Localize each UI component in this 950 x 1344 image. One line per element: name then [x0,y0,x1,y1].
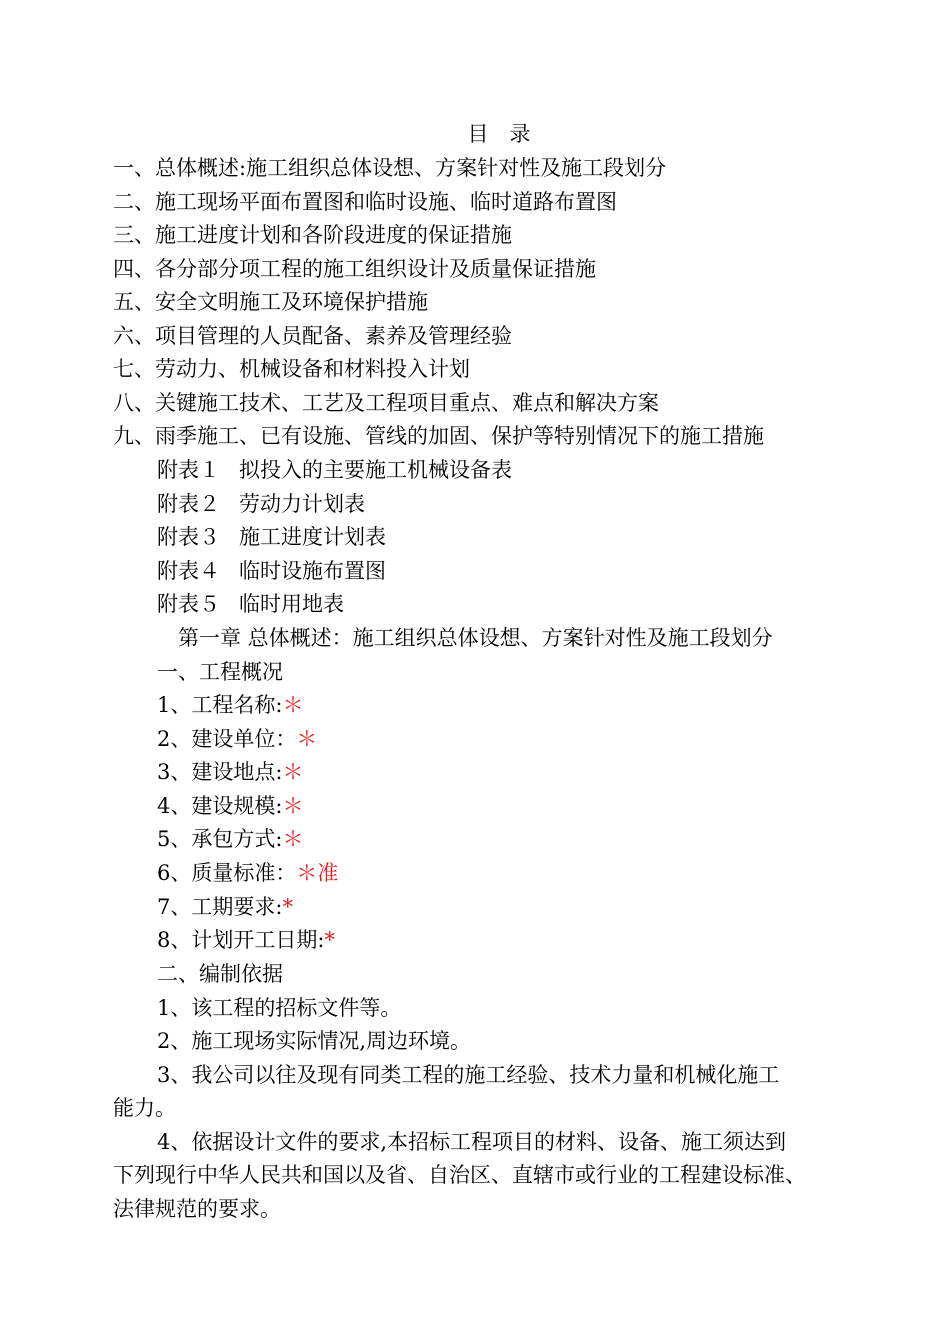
overview-value: ＊ [296,727,318,751]
overview-label: 6、质量标准： [157,861,297,885]
overview-item [157,826,303,852]
toc-item: 九、雨季施工、已有设施、管线的加固、保护等特别情况下的施工措施 [113,424,764,448]
appendix-title: 拟投入的主要施工机械设备表 [239,458,512,482]
basis-item-line: 法律规范的要求。 [113,1197,281,1221]
overview-item [157,726,317,752]
appendix-code: 附表１ [157,458,220,482]
overview-label: 1、工程名称: [157,693,283,717]
section-heading: 一、工程概况 [157,660,283,684]
overview-label: 3、建设地点: [157,760,283,784]
toc-appendix-item [157,491,365,517]
overview-item [157,860,338,886]
toc-item: 四、各分部分项工程的施工组织设计及质量保证措施 [113,257,596,281]
toc-appendix-item [157,457,512,483]
basis-item: 1、该工程的招标文件等。 [157,996,402,1020]
appendix-code: 附表２ [157,492,220,516]
toc-item: 二、施工现场平面布置图和临时设施、临时道路布置图 [113,190,617,214]
overview-value: ＊ [282,794,304,818]
overview-item [157,793,303,819]
toc-item: 六、项目管理的人员配备、素养及管理经验 [113,324,512,348]
basis-item-line: 4、依据设计文件的要求,本招标工程项目的材料、设备、施工须达到 [157,1130,787,1154]
overview-value: ＊准 [296,861,339,885]
basis-item: 2、施工现场实际情况,周边环境。 [157,1029,472,1053]
appendix-code: 附表４ [157,559,220,583]
overview-label: 5、承包方式: [157,827,283,851]
overview-value: ＊ [282,693,304,717]
overview-value: * [324,928,335,952]
overview-label: 2、建设单位： [157,727,297,751]
overview-label: 8、计划开工日期: [157,928,325,952]
toc-title: 目 录 [467,122,531,146]
appendix-title: 临时设施布置图 [239,559,386,583]
overview-value: * [282,895,293,919]
toc-appendix-item [157,591,344,617]
basis-item-line: 3、我公司以往及现有同类工程的施工经验、技术力量和机械化施工 [157,1063,780,1087]
overview-value: ＊ [282,827,304,851]
section-heading: 二、编制依据 [157,962,283,986]
overview-item [157,759,303,785]
overview-value: ＊ [282,760,304,784]
toc-appendix-item [157,524,386,550]
toc-item: 五、安全文明施工及环境保护措施 [113,290,428,314]
chapter-title: 第一章 总体概述：施工组织总体设想、方案针对性及施工段划分 [178,626,773,650]
appendix-code: 附表３ [157,525,220,549]
overview-item [157,894,293,920]
appendix-title: 劳动力计划表 [239,492,365,516]
toc-item: 一、总体概述:施工组织总体设想、方案针对性及施工段划分 [113,156,667,180]
toc-item: 三、施工进度计划和各阶段进度的保证措施 [113,223,512,247]
toc-item: 七、劳动力、机械设备和材料投入计划 [113,357,470,381]
overview-item [157,927,335,953]
basis-item-line: 下列现行中华人民共和国以及省、自治区、直辖市或行业的工程建设标准、 [113,1163,806,1187]
toc-item: 八、关键施工技术、工艺及工程项目重点、难点和解决方案 [113,391,659,415]
basis-item-line: 能力。 [113,1096,176,1120]
appendix-title: 施工进度计划表 [239,525,386,549]
overview-label: 7、工期要求: [157,895,283,919]
appendix-title: 临时用地表 [239,592,344,616]
toc-appendix-item [157,558,386,584]
overview-item [157,692,303,718]
overview-label: 4、建设规模: [157,794,283,818]
appendix-code: 附表５ [157,592,220,616]
